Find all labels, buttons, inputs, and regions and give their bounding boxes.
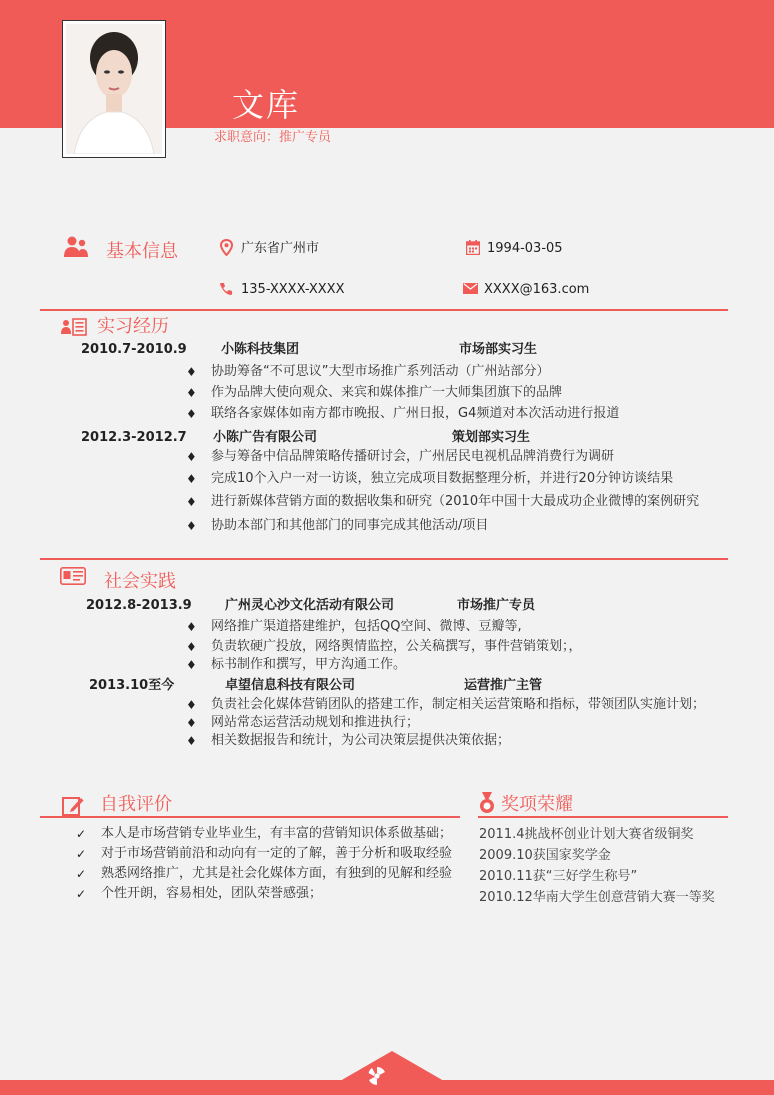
phone-value: 135-XXXX-XXXX: [241, 282, 345, 297]
footer-emblem-icon: [366, 1065, 388, 1087]
calendar-icon: [466, 240, 480, 255]
self-evaluation-title: 自我评价: [100, 794, 172, 815]
section-divider: [478, 816, 728, 818]
list-item: 协助筹备“不可思议”大型市场推广系列活动（广州站部分）: [211, 364, 550, 379]
list-item: 参与筹备中信品牌策略传播研讨会，广州居民电视机品牌消费行为调研: [211, 449, 615, 464]
list-item: 本人是市场营销专业毕业生，有丰富的营销知识体系做基础；: [101, 826, 453, 841]
check-icon: ✓: [76, 867, 87, 881]
list-item: 网络推广渠道搭建维护，包括QQ空间、微博、豆瓣等,: [211, 619, 522, 634]
phone-icon: [219, 282, 233, 296]
list-item: 负责软硬广投放，网络舆情监控，公关稿撰写，事件营销策划；，: [211, 639, 582, 654]
social-role: 运营推广主管: [464, 678, 543, 693]
bullet-diamond-icon: ♦: [186, 365, 197, 379]
bullet-diamond-icon: ♦: [186, 450, 197, 464]
social-period: 2013.10至今: [89, 678, 175, 693]
list-item: 熟悉网络推广，尤其是社会化媒体方面，有独到的见解和经验: [101, 866, 453, 881]
list-item: 负责社会化媒体营销团队的搭建工作，制定相关运营策略和指标，带领团队实施计划；: [211, 697, 706, 712]
award-item: 2009.10获国家奖学金: [479, 848, 611, 863]
bullet-diamond-icon: ♦: [186, 519, 197, 533]
internship-company: 小陈广告有限公司: [213, 430, 318, 445]
check-icon: ✓: [76, 827, 87, 841]
internship-role: 策划部实习生: [452, 430, 531, 445]
bullet-diamond-icon: ♦: [186, 407, 197, 421]
social-practice-title: 社会实践: [104, 571, 176, 592]
list-item: 协助本部门和其他部门的同事完成其他活动/项目: [211, 518, 489, 533]
section-divider: [40, 816, 460, 818]
internship-period: 2012.3-2012.7: [81, 430, 187, 445]
footer-triangle: [340, 1051, 444, 1081]
bullet-diamond-icon: ♦: [186, 472, 197, 486]
list-item: 完成10个入户一对一访谈，独立完成项目数据整理分析，并进行20分钟访谈结果: [211, 471, 674, 486]
social-company: 广州灵心沙文化活动有限公司: [225, 598, 395, 613]
awards-title: 奖项荣耀: [501, 794, 573, 815]
section-divider: [40, 309, 728, 311]
location-value: 广东省广州市: [241, 241, 320, 256]
check-icon: ✓: [76, 847, 87, 861]
award-item: 2010.11获“三好学生称号”: [479, 869, 638, 884]
award-item: 2010.12华南大学生创意营销大赛一等奖: [479, 890, 715, 905]
internship-title: 实习经历: [97, 316, 169, 337]
section-divider: [40, 558, 728, 560]
social-company: 卓望信息科技有限公司: [225, 678, 356, 693]
person-group-icon: [63, 236, 89, 258]
list-item: 相关数据报告和统计，为公司决策层提供决策依据；: [211, 733, 511, 748]
edit-pen-icon: [62, 795, 84, 817]
id-card-list-icon: [61, 318, 87, 336]
candidate-name: 文库: [232, 86, 301, 124]
list-item: 作为品牌大使向观众、来宾和媒体推广一大师集团旗下的品牌: [211, 385, 563, 400]
email-value: XXXX@163.com: [484, 282, 590, 297]
birth-date-value: 1994-03-05: [487, 241, 563, 256]
bullet-diamond-icon: ♦: [186, 620, 197, 634]
badge-card-icon: [60, 567, 86, 585]
list-item: 个性开朗，容易相处，团队荣誉感强；: [101, 886, 323, 901]
internship-company: 小陈科技集团: [221, 342, 300, 357]
list-item: 进行新媒体营销方面的数据收集和研究（2010年中国十大最成功企业微博的案例研究: [211, 494, 700, 509]
bullet-diamond-icon: ♦: [186, 734, 197, 748]
location-pin-icon: [220, 239, 233, 256]
social-period: 2012.8-2013.9: [86, 598, 192, 613]
profile-photo: [62, 20, 166, 158]
bullet-diamond-icon: ♦: [186, 640, 197, 654]
bullet-diamond-icon: ♦: [186, 658, 197, 672]
bullet-diamond-icon: ♦: [186, 386, 197, 400]
list-item: 标书制作和撰写，甲方沟通工作。: [211, 657, 407, 672]
medal-icon: [478, 792, 496, 814]
portrait-image: [66, 24, 162, 154]
internship-period: 2010.7-2010.9: [81, 342, 187, 357]
internship-role: 市场部实习生: [459, 342, 538, 357]
job-intent: 求职意向：推广专员: [214, 130, 332, 145]
bullet-diamond-icon: ♦: [186, 495, 197, 509]
bullet-diamond-icon: ♦: [186, 698, 197, 712]
bullet-diamond-icon: ♦: [186, 716, 197, 730]
check-icon: ✓: [76, 887, 87, 901]
list-item: 对于市场营销前沿和动向有一定的了解，善于分析和吸取经验: [101, 846, 453, 861]
award-item: 2011.4挑战杯创业计划大赛省级铜奖: [479, 827, 694, 842]
list-item: 网站常态运营活动规划和推进执行；: [211, 715, 420, 730]
basic-info-title: 基本信息: [106, 241, 178, 262]
list-item: 联络各家媒体如南方都市晚报、广州日报，G4频道对本次活动进行报道: [211, 406, 620, 421]
social-role: 市场推广专员: [457, 598, 536, 613]
envelope-icon: [463, 283, 478, 294]
